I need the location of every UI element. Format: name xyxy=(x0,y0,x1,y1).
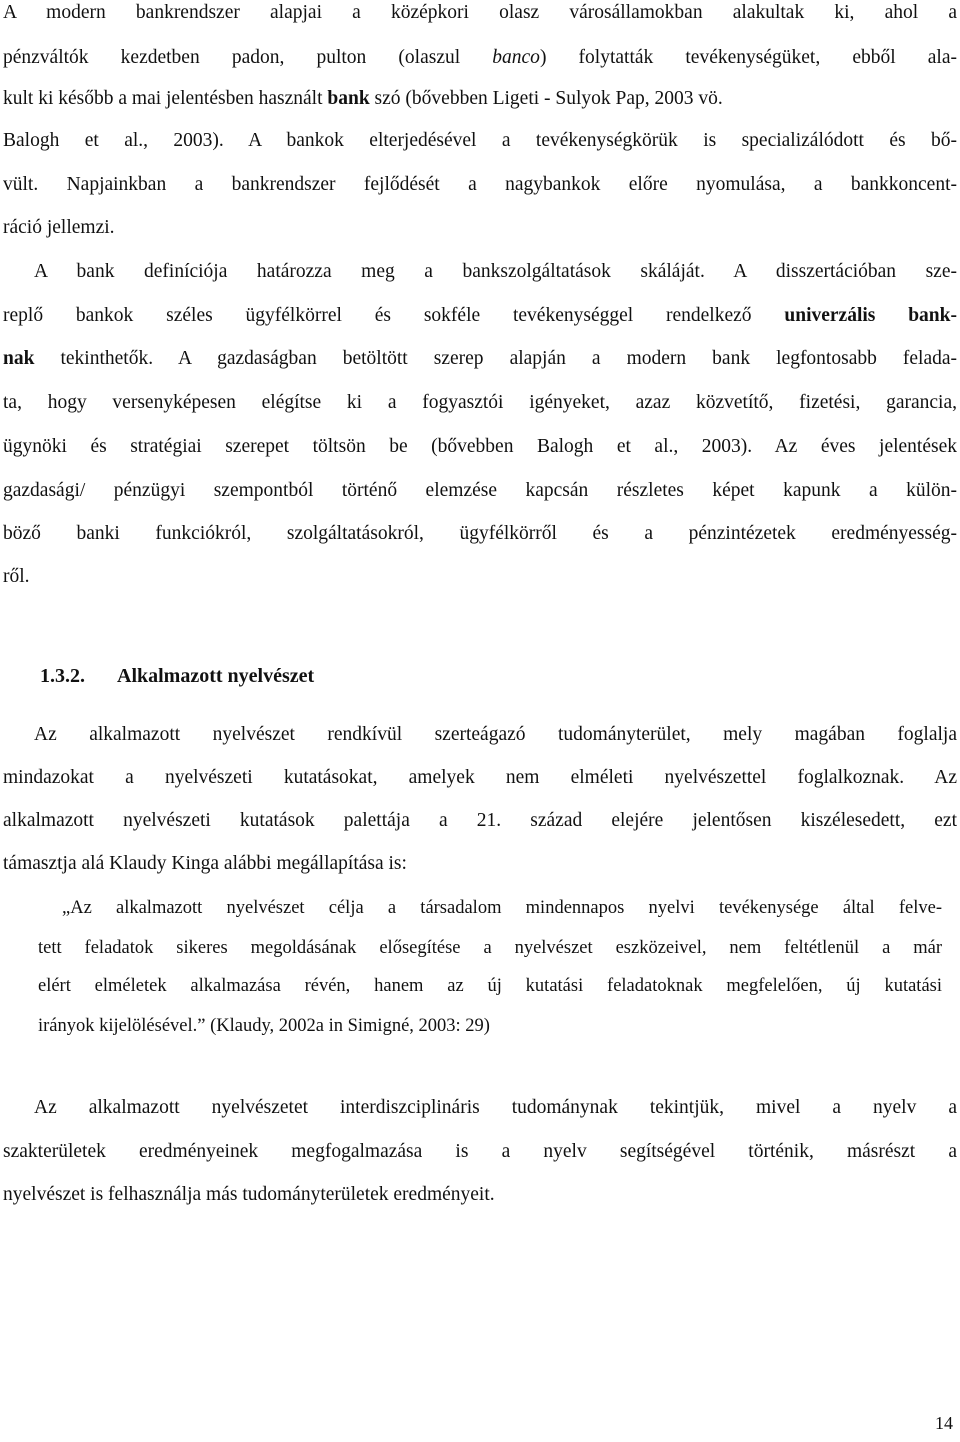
quote-line: irányok kijelölésével.” (Klaudy, 2002a in Simigné, 2003: 29) xyxy=(38,1016,490,1036)
text-line: támasztja alá Klaudy Kinga alábbi megállapítása is: xyxy=(3,853,407,874)
section-heading xyxy=(0,665,960,695)
text-span: kult ki később a mai jelentésben használt xyxy=(3,88,328,109)
text-line: ről. xyxy=(3,566,30,587)
text-line: szakterületek eredményeinek megfogalmazása is a nyelv segítségével történik, másrészt a xyxy=(3,1141,957,1162)
text-line: vült. Napjainkban a bankrendszer fejlődését a nagybankok előre nyomulása, a bankkoncent- xyxy=(3,174,957,195)
section-title: Alkalmazott nyelvészet xyxy=(117,665,315,687)
text-line: Az alkalmazott nyelvészet rendkívül szerteágazó tudományterület, mely magában foglalja xyxy=(34,724,957,745)
text-line: gazdasági/ pénzügyi szempontból történő elemzése kapcsán részletes képet kapunk a külön- xyxy=(3,480,957,501)
text-span: pénzváltók kezdetben padon, pulton (olaszul xyxy=(3,47,493,68)
quote-line: tett feladatok sikeres megoldásának elősegítése a nyelvészet eszközeivel, nem feltétlenül a már xyxy=(38,938,942,958)
text-line: böző banki funkciókról, szolgáltatásokról, ügyfélkörről és a pénzintézetek eredményesség- xyxy=(3,523,957,544)
text-line xyxy=(3,305,957,327)
text-line xyxy=(3,88,723,110)
text-line: Az alkalmazott nyelvészetet interdiszciplináris tudománynak tekintjük, mivel a nyelv a xyxy=(34,1097,957,1118)
text-span: replő bankok széles ügyfélkörrel és sokféle tevékenységgel rendelkező xyxy=(3,305,785,326)
text-line: mindazokat a nyelvészeti kutatásokat, amelyek nem elméleti nyelvészettel foglalkoznak. Az xyxy=(3,767,957,788)
text-span: tekinthetők. A gazdaságban betöltött szerep alapján a modern bank legfontosabb felada- xyxy=(34,348,957,369)
quote-line: „Az alkalmazott nyelvészet célja a társadalom mindennapos nyelvi tevékenysége által felve- xyxy=(62,898,942,918)
italic-term: banco xyxy=(492,47,540,68)
text-line: ta, hogy versenyképesen elégítse ki a fogyasztói igényeket, azaz közvetítő, fizetési, garancia, xyxy=(3,392,957,413)
section-number: 1.3.2. xyxy=(40,665,85,687)
bold-term: bank xyxy=(327,88,370,109)
text-line: A bank definíciója határozza meg a bankszolgáltatások skáláját. A disszertációban sze- xyxy=(34,261,957,282)
page-number: 14 xyxy=(935,1413,953,1433)
text-line: A modern bankrendszer alapjai a középkori olasz városállamokban alakultak ki, ahol a xyxy=(3,2,957,23)
text-line xyxy=(3,47,957,69)
text-line: Balogh et al., 2003). A bankok elterjedésével a tevékenységkörük is specializálódott és bő- xyxy=(3,130,957,151)
text-line: ráció jellemzi. xyxy=(3,217,115,238)
text-line: ügynöki és stratégiai szerepet töltsön be (bővebben Balogh et al., 2003). Az éves jelentések xyxy=(3,436,957,457)
bold-term: nak xyxy=(3,348,35,369)
text-line: alkalmazott nyelvészeti kutatások palettája a 21. század elejére jelentősen kiszélesedett, ezt xyxy=(3,810,957,831)
quote-line: elért elméletek alkalmazása révén, hanem az új kutatási feladatoknak megfelelően, új kutatási xyxy=(38,976,942,996)
text-span: szó (bővebben Ligeti - Sulyok Pap, 2003 vö. xyxy=(369,88,723,109)
bold-term: univerzális bank- xyxy=(784,305,957,326)
text-line xyxy=(3,348,957,370)
text-line: nyelvészet is felhasználja más tudományterületek eredményeit. xyxy=(3,1184,495,1205)
text-span: ) folytatták tevékenységüket, ebből ala- xyxy=(539,47,957,68)
